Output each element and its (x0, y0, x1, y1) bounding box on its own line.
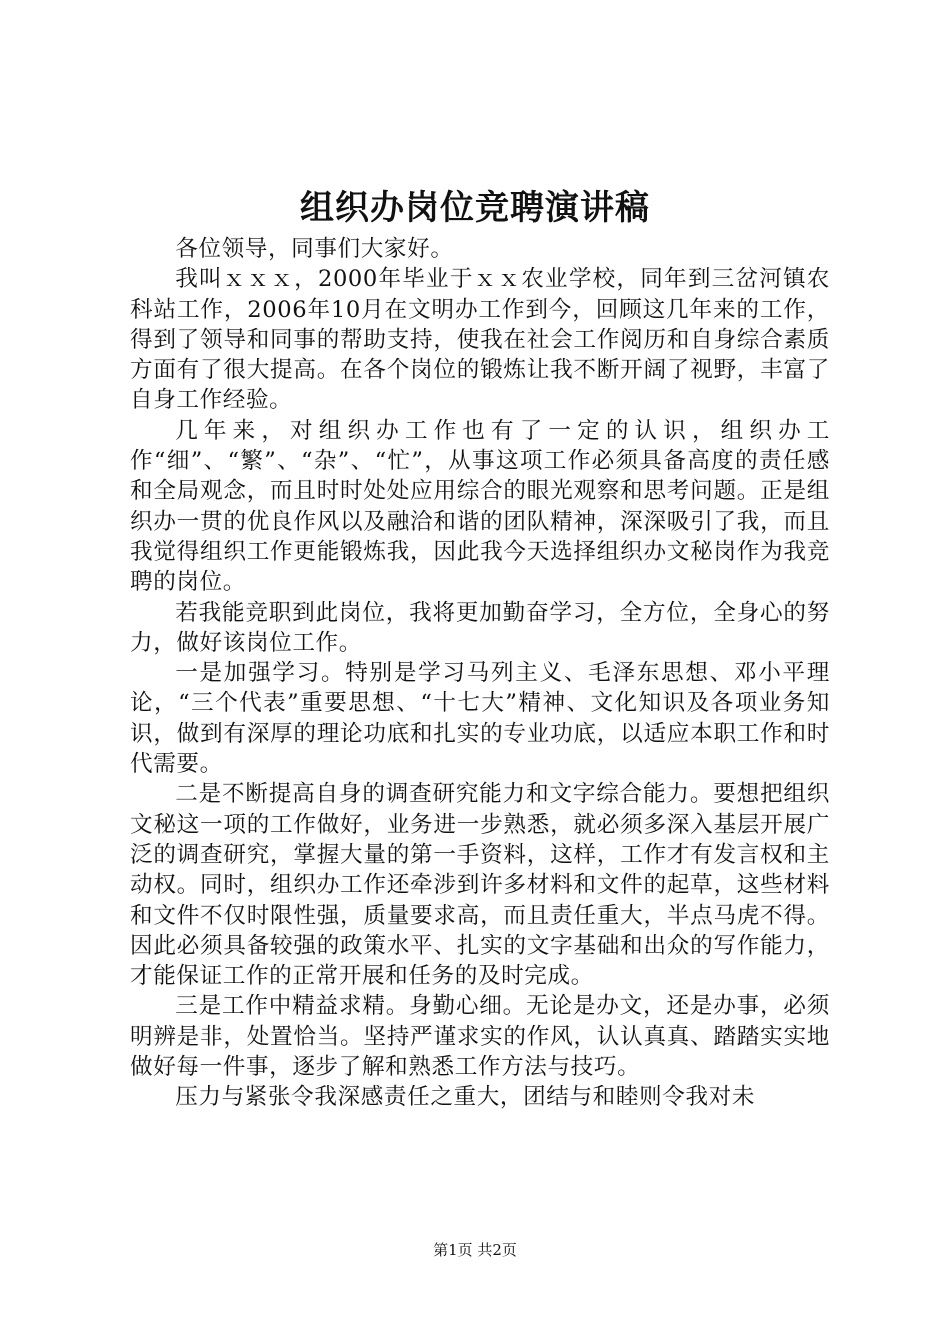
paragraph-point-three: 三是工作中精益求精。身勤心细。无论是办文，还是办事，必须明辨是非，处置恰当。坚持严谨求实的作风，认认真真、踏踏实实地做好每一件事，逐步了解和熟悉工作方法与技巧。 (130, 993, 830, 1081)
paragraph-point-one: 一是加强学习。特别是学习马列主义、毛泽东思想、邓小平理论，“三个代表”重要思想、“十七大”精神、文化知识及各项业务知识，做到有深厚的理论功底和扎实的专业功底，以适应本职工作和时代需要。 (130, 660, 830, 778)
paragraph-commitment: 若我能竞职到此岗位，我将更加勤奋学习，全方位，全身心的努力，做好该岗位工作。 (130, 599, 830, 656)
document-body (130, 234, 830, 1113)
paragraph-closing: 压力与紧张令我深感责任之重大，团结与和睦则令我对未 (175, 1084, 756, 1111)
page-number-footer: 第1页 共2页 (433, 1241, 517, 1259)
paragraph-greeting: 各位领导，同事们大家好。 (175, 236, 454, 262)
paragraph-understanding: 几年来，对组织办工作也有了一定的认识，组织办工作“细”、“繁”、“杂”、“忙”，从事这项工作必须具备高度的责任感和全局观念，而且时时处处应用综合的眼光观察和思考问题。正是组织办一贯的优良作风以及融洽和谐的团队精神，深深吸引了我，而且我觉得组织工作更能锻炼我，因此我今天选择组织办文秘岗作为我竞聘的岗位。 (130, 417, 830, 596)
paragraph-point-two: 二是不断提高自身的调查研究能力和文字综合能力。要想把组织文秘这一项的工作做好，业务进一步熟悉，就必须多深入基层开展广泛的调查研究，掌握大量的第一手资料，这样，工作才有发言权和主动权。同时，组织办工作还牵涉到许多材料和文件的起草，这些材料和文件不仅时限性强，质量要求高，而且责任重大，半点马虎不得。因此必须具备较强的政策水平、扎实的文字基础和出众的写作能力，才能保证工作的正常开展和任务的及时完成。 (130, 781, 830, 990)
paragraph-self-intro: 我叫ｘｘｘ，2000年毕业于ｘｘ农业学校，同年到三岔河镇农科站工作，2006年10月在文明办工作到今，回顾这几年来的工作，得到了领导和同事的帮助支持，使我在社会工作阅历和自身综合素质方面有了很大提高。在各个岗位的锻炼让我不断开阔了视野，丰富了自身工作经验。 (130, 266, 830, 414)
document-title: 组织办岗位竞聘演讲稿 (300, 188, 650, 228)
